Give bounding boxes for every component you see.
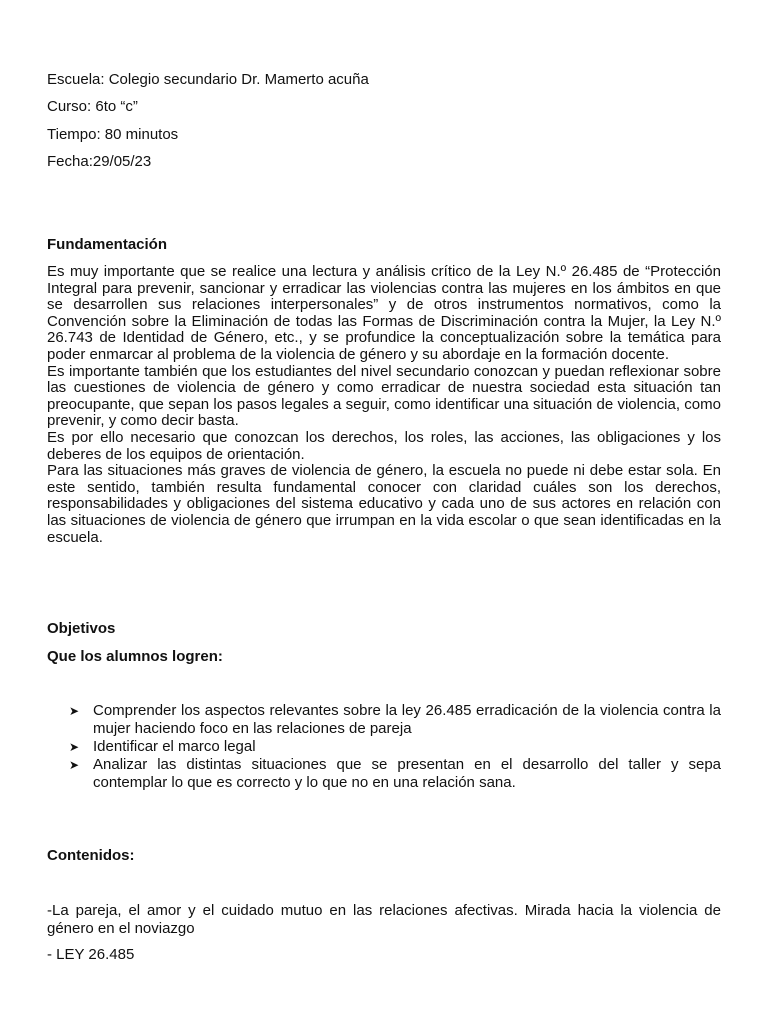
objetivo-text: Analizar las distintas situaciones que se presentan en el desarrollo del taller y sepa contemplar lo que es correcto y lo que no en una relación sana.	[93, 756, 721, 791]
date-line: Fecha:29/05/23	[47, 153, 152, 170]
fundamentacion-paragraph: Para las situaciones más graves de violencia de género, la escuela no puede ni debe estar sola. En este sentido, también resulta fundamental conocer con claridad cuáles son los derechos, responsabilidades y obligaciones del sistema educativo y cada uno de sus actores en relación con las situaciones de violencia de género que irrumpan en la vida escolar o que sean identificadas en la escuela.	[47, 462, 721, 546]
arrowhead-bullet-icon: ➤	[69, 740, 80, 754]
contenido-item: - LEY 26.485	[47, 946, 135, 963]
fundamentacion-paragraph: Es muy importante que se realice una lectura y análisis crítico de la Ley N.º 26.485 de “Protección Integral para prevenir, sancionar y erradicar las violencias contra las mujeres en los ámbitos en que se desarrollen sus relaciones interpersonales” y de otros instrumentos normativos, como la Convención sobre la Eliminación de todas las Formas de Discriminación contra la Mujer, la Ley N.º 26.743 de Identidad de Género, etc., y se profundice la conceptualización sobre la temática para poder enmarcar al problema de la violencia de género y su abordaje en la formación docente.	[47, 263, 721, 363]
fundamentacion-heading: Fundamentación	[47, 236, 168, 253]
contenido-item: -La pareja, el amor y el cuidado mutuo en las relaciones afectivas. Mirada hacia la violencia de género en el noviazgo	[47, 902, 721, 937]
fundamentacion-body	[47, 264, 721, 546]
arrowhead-bullet-icon: ➤	[69, 704, 80, 718]
arrowhead-bullet-icon: ➤	[69, 758, 80, 772]
fundamentacion-paragraph: Es importante también que los estudiantes del nivel secundario conozcan y puedan reflexionar sobre las cuestiones de violencia de género y como erradicar de nuestra sociedad esta situación tan preocupante, que sepan los pasos legales a seguir, como identificar una situación de violencia, como prevenir, y como decir basta.	[47, 362, 721, 430]
objetivos-list	[47, 702, 721, 792]
objetivo-text: Identificar el marco legal	[93, 738, 256, 755]
list-item	[47, 756, 721, 792]
list-item	[47, 738, 721, 756]
fundamentacion-paragraph: Es por ello necesario que conozcan los derechos, los roles, las acciones, las obligaciones y los deberes de los equipos de orientación.	[47, 428, 721, 463]
objetivo-text: Comprender los aspectos relevantes sobre la ley 26.485 erradicación de la violencia contra la mujer haciendo foco en las relaciones de pareja	[93, 702, 721, 737]
course-line: Curso: 6to “c”	[47, 98, 138, 115]
objetivos-subheading: Que los alumnos logren:	[47, 648, 223, 665]
school-line: Escuela: Colegio secundario Dr. Mamerto acuña	[47, 71, 369, 88]
time-line: Tiempo: 80 minutos	[47, 126, 179, 143]
list-item	[47, 702, 721, 738]
objetivos-heading: Objetivos	[47, 620, 116, 637]
contenidos-heading: Contenidos:	[47, 847, 135, 864]
